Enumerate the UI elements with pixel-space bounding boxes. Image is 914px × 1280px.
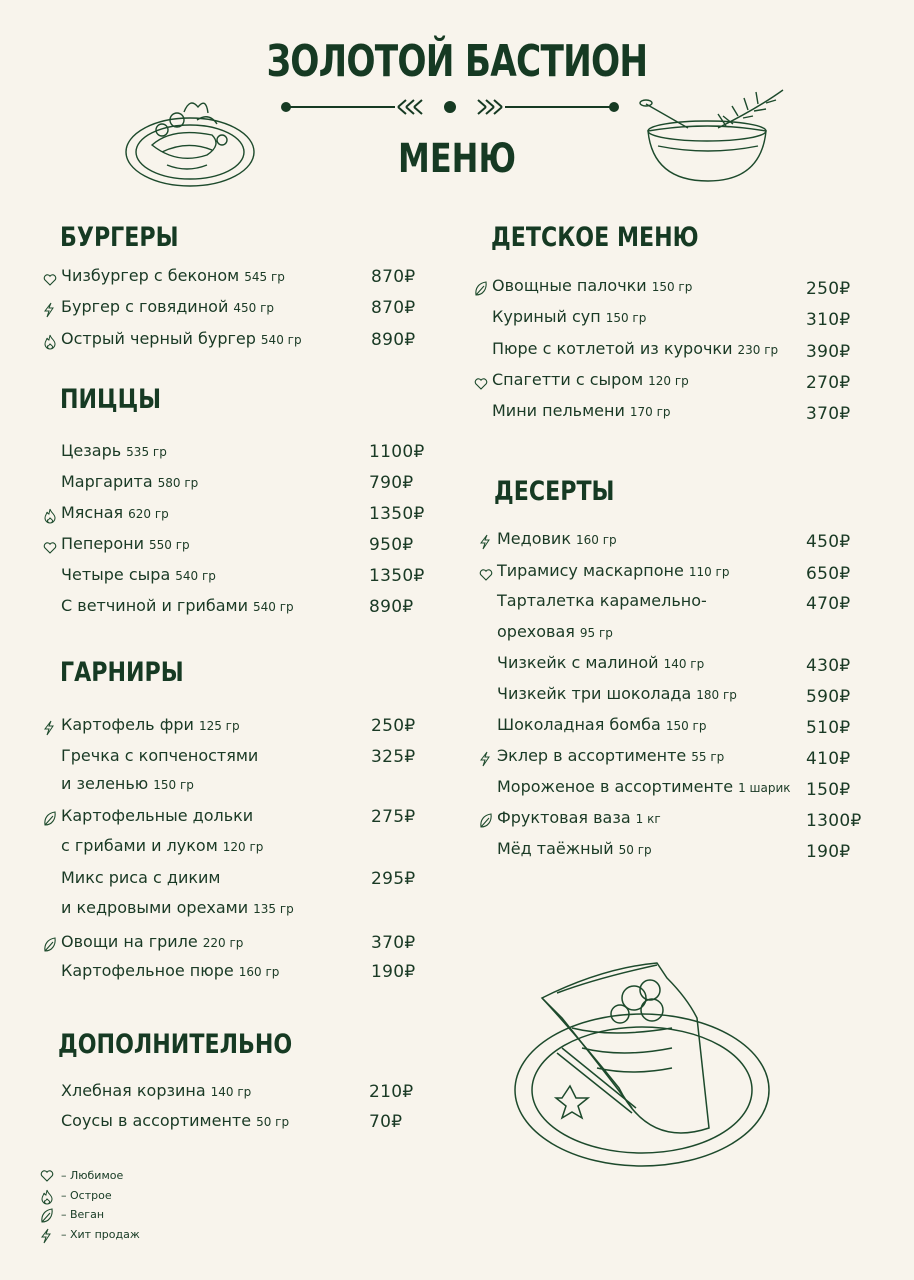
item-price: 150₽ [806, 780, 851, 800]
item-name: Бургер с говядиной [61, 297, 229, 316]
leaf-icon [479, 810, 493, 826]
item-name: Шоколадная бомба [497, 715, 661, 734]
item-weight: 50 гр [256, 1115, 290, 1129]
menu-item [497, 835, 851, 863]
menu-item [61, 894, 294, 922]
menu-item [61, 592, 414, 620]
menu-item [492, 303, 851, 331]
item-price: 890₽ [369, 597, 414, 617]
item-price: 1300₽ [806, 811, 862, 831]
menu-title: МЕНЮ [397, 136, 517, 182]
item-name: Мясная [61, 503, 124, 522]
section-title: БУРГЕРЫ [60, 222, 179, 253]
legend-row [40, 1188, 140, 1208]
item-name: Картофельные дольки [61, 806, 254, 825]
section-title: ДОПОЛНИТЕЛЬНО [58, 1029, 293, 1060]
item-price: 470₽ [806, 594, 851, 614]
heart-icon [474, 372, 488, 388]
item-name: Гречка с копченостями [61, 746, 259, 765]
item-weight: 1 шарик [738, 781, 791, 795]
menu-item [492, 335, 851, 363]
pie-illustration [512, 958, 774, 1170]
menu-item [61, 499, 425, 527]
item-name: Пюре с котлетой из курочки [492, 339, 733, 358]
flame-icon [43, 505, 57, 521]
item-price: 370₽ [371, 933, 416, 953]
menu-item [497, 773, 851, 801]
item-name: ореховая [497, 622, 575, 641]
menu-item [497, 587, 851, 615]
item-name: Чизбургер с беконом [61, 266, 240, 285]
item-name: и зеленью [61, 774, 149, 793]
section-title: ПИЦЦЫ [60, 384, 162, 415]
item-weight: 540 гр [260, 333, 302, 347]
lightning-icon [40, 1228, 53, 1243]
item-name: Куриный суп [492, 307, 601, 326]
restaurant-name: ЗОЛОТОЙ БАСТИОН [266, 36, 648, 87]
item-price: 190₽ [806, 842, 851, 862]
item-weight: 620 гр [128, 507, 169, 521]
legend-row [40, 1227, 140, 1247]
item-weight: 180 гр [696, 688, 737, 702]
heart-icon [43, 536, 57, 552]
item-name: Острый черный бургер [61, 329, 256, 348]
menu-item [61, 1077, 414, 1105]
item-price: 870₽ [371, 267, 416, 287]
item-weight: 580 гр [157, 476, 199, 490]
legend-label: – Хит продаж [61, 1227, 140, 1241]
item-name: с грибами и луком [61, 836, 218, 855]
item-name: Соусы в ассортименте [61, 1111, 252, 1130]
item-weight: 140 гр [663, 657, 705, 671]
legend-label: – Веган [61, 1208, 105, 1221]
item-name: Овощи на гриле [61, 932, 198, 951]
item-weight: 450 гр [233, 301, 274, 315]
menu-item [61, 864, 416, 892]
item-weight: 140 гр [210, 1085, 252, 1099]
lightning-icon [43, 717, 57, 733]
divider-ornament [280, 92, 620, 122]
item-price: 890₽ [371, 330, 416, 350]
menu-item [61, 802, 416, 830]
item-weight: 545 гр [244, 270, 285, 284]
item-weight: 150 гр [153, 778, 194, 792]
menu-item [61, 832, 263, 860]
menu-item [61, 293, 416, 321]
item-name: Тирамису маскарпоне [497, 561, 684, 580]
heart-icon [479, 563, 493, 579]
item-weight: 230 гр [737, 343, 779, 357]
item-name: Эклер в ассортименте [497, 746, 687, 765]
leaf-icon [43, 808, 57, 824]
item-name: С ветчиной и грибами [61, 596, 249, 615]
item-name: Чизкейк три шоколада [497, 684, 692, 703]
item-weight: 135 гр [253, 902, 294, 916]
flame-icon [40, 1189, 53, 1204]
item-name: Картофельное пюре [61, 961, 234, 980]
item-price: 1350₽ [369, 566, 425, 586]
item-price: 1350₽ [369, 504, 425, 524]
heart-icon [43, 268, 57, 284]
menu-item [497, 680, 851, 708]
item-price: 295₽ [371, 869, 416, 889]
item-weight: 535 гр [126, 445, 167, 459]
menu-item [497, 711, 851, 739]
item-price: 590₽ [806, 687, 851, 707]
item-name: Чизкейк с малиной [497, 653, 659, 672]
item-name: Мёд таёжный [497, 839, 614, 858]
item-weight: 150 гр [665, 719, 707, 733]
item-weight: 120 гр [222, 840, 264, 854]
item-weight: 150 гр [651, 280, 693, 294]
menu-item [61, 957, 416, 985]
item-weight: 110 гр [688, 565, 730, 579]
item-weight: 220 гр [202, 936, 244, 950]
item-weight: 160 гр [238, 965, 280, 979]
menu-item [61, 262, 416, 290]
item-weight: 160 гр [576, 533, 617, 547]
item-name: Спагетти с сыром [492, 370, 644, 389]
item-weight: 170 гр [629, 405, 671, 419]
item-weight: 55 гр [691, 750, 725, 764]
item-name: Микс риса с диким [61, 868, 221, 887]
item-price: 790₽ [369, 473, 414, 493]
menu-item [492, 272, 851, 300]
item-price: 270₽ [806, 373, 851, 393]
leaf-icon [43, 934, 57, 950]
section-title: ГАРНИРЫ [60, 657, 184, 688]
item-price: 190₽ [371, 962, 416, 982]
flame-icon [43, 331, 57, 347]
menu-item [61, 928, 416, 956]
legend-label: – Острое [61, 1188, 112, 1202]
item-name: и кедровыми орехами [61, 898, 249, 917]
item-weight: 125 гр [198, 719, 240, 733]
item-price: 410₽ [806, 749, 851, 769]
menu-item [61, 468, 414, 496]
item-name: Мороженое в ассортименте [497, 777, 734, 796]
heart-icon [40, 1169, 53, 1184]
item-price: 450₽ [806, 532, 851, 552]
item-price: 510₽ [806, 718, 851, 738]
item-name: Пеперони [61, 534, 144, 553]
section-title: ДЕТСКОЕ МЕНЮ [491, 222, 699, 253]
item-name: Овощные палочки [492, 276, 647, 295]
menu-item [497, 649, 851, 677]
menu-item [61, 561, 425, 589]
item-price: 250₽ [371, 716, 416, 736]
menu-item [61, 770, 194, 798]
item-name: Маргарита [61, 472, 153, 491]
item-weight: 1 кг [635, 812, 661, 826]
item-weight: 540 гр [253, 600, 294, 614]
item-weight: 540 гр [175, 569, 216, 583]
legend-row [40, 1168, 140, 1188]
item-weight: 50 гр [618, 843, 652, 857]
lightning-icon [479, 748, 493, 764]
menu-item [497, 525, 851, 553]
item-price: 250₽ [806, 279, 851, 299]
item-price: 275₽ [371, 807, 416, 827]
item-price: 650₽ [806, 564, 851, 584]
item-name: Картофель фри [61, 715, 194, 734]
leaf-icon [40, 1208, 53, 1223]
menu-item [492, 366, 851, 394]
item-price: 430₽ [806, 656, 851, 676]
item-price: 70₽ [369, 1112, 403, 1132]
item-price: 310₽ [806, 310, 851, 330]
leaf-icon [474, 278, 488, 294]
menu-item [497, 618, 613, 646]
item-price: 950₽ [369, 535, 414, 555]
lightning-icon [43, 299, 57, 315]
menu-item [61, 711, 416, 739]
lightning-icon [479, 531, 493, 547]
item-weight: 95 гр [579, 626, 613, 640]
item-price: 1100₽ [369, 442, 425, 462]
menu-item [61, 437, 425, 465]
menu-item [61, 742, 416, 770]
menu-item [497, 742, 851, 770]
menu-item [497, 804, 862, 832]
item-name: Медовик [497, 529, 571, 548]
item-name: Мини пельмени [492, 401, 625, 420]
item-price: 370₽ [806, 404, 851, 424]
legend-row [40, 1207, 140, 1227]
item-name: Тарталетка карамельно- [497, 591, 707, 610]
item-name: Четыре сыра [61, 565, 171, 584]
menu-item [497, 557, 851, 585]
menu-item [61, 325, 416, 353]
item-weight: 150 гр [605, 311, 647, 325]
item-price: 210₽ [369, 1082, 414, 1102]
menu-item [61, 1107, 403, 1135]
bowl-illustration [638, 86, 788, 191]
item-price: 325₽ [371, 747, 416, 767]
menu-item [61, 530, 414, 558]
item-weight: 550 гр [148, 538, 190, 552]
item-name: Фруктовая ваза [497, 808, 631, 827]
item-name: Хлебная корзина [61, 1081, 206, 1100]
plate-illustration [122, 90, 262, 190]
item-name: Цезарь [61, 441, 122, 460]
section-title: ДЕСЕРТЫ [494, 476, 615, 507]
item-weight: 120 гр [648, 374, 689, 388]
legend-label: – Любимое [61, 1169, 124, 1182]
legend [40, 1168, 140, 1246]
item-price: 390₽ [806, 342, 851, 362]
menu-item [492, 397, 851, 425]
item-price: 870₽ [371, 298, 416, 318]
